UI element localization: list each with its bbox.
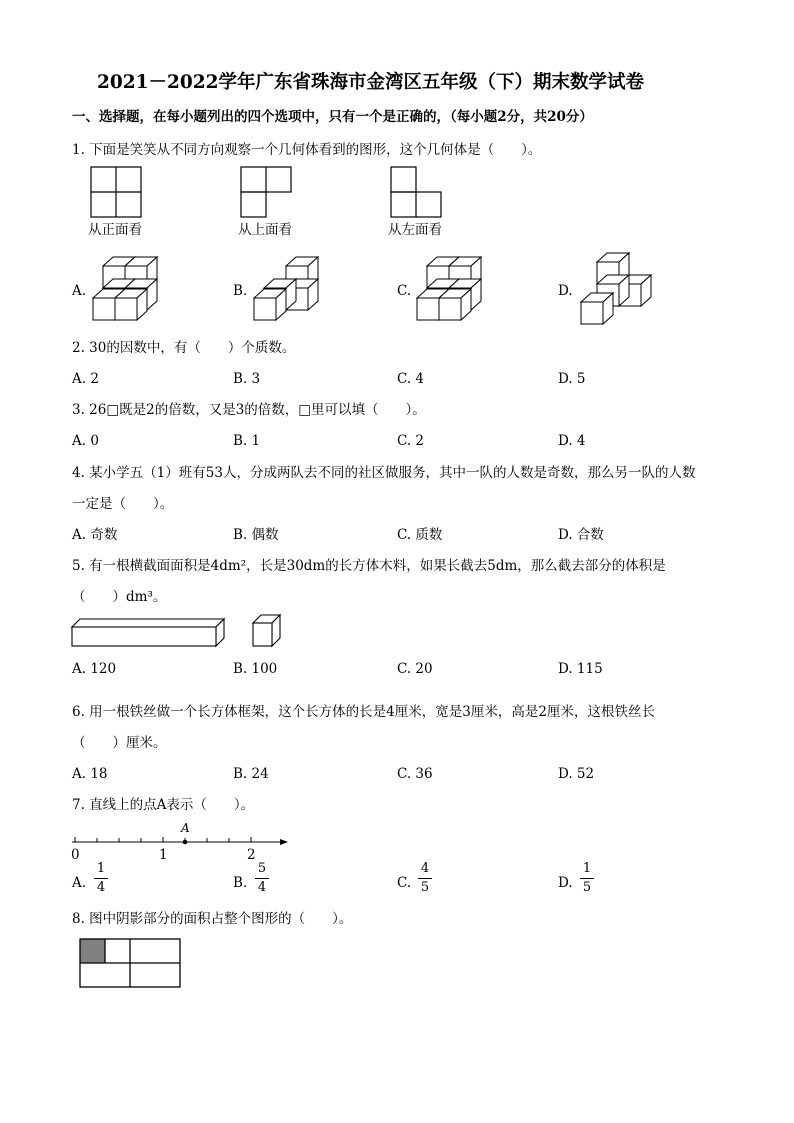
numerator: 1 — [582, 861, 592, 876]
tick-label-0: 0 — [71, 847, 80, 863]
q6-option-a: A. 18 — [72, 766, 108, 782]
numerator: 1 — [96, 861, 106, 876]
q5-option-a: A. 120 — [72, 661, 117, 677]
numerator: 4 — [420, 861, 430, 876]
q6-option-c: C. 36 — [397, 766, 433, 782]
q3-option-a: A. 0 — [72, 433, 99, 449]
q5-option-d: D. 115 — [558, 661, 603, 677]
page-title: 2021－2022学年广东省珠海市金湾区五年级（下）期末数学试卷 — [97, 72, 644, 93]
view-label-left: 从左面看 — [388, 222, 442, 238]
q1-option-b: B. — [233, 283, 248, 299]
q2-option-c: C. 4 — [397, 371, 425, 387]
view-label-front: 从正面看 — [88, 222, 142, 238]
tick-label-1: 1 — [159, 847, 168, 863]
q3-option-c: C. 2 — [397, 433, 425, 449]
question-7-stem: 7. 直线上的点A表示（ ）。 — [72, 797, 255, 813]
view-label-top: 从上面看 — [238, 222, 292, 238]
denominator: 5 — [582, 880, 592, 895]
q3-option-d: D. 4 — [558, 433, 586, 449]
question-1-stem: 1. 下面是笑笑从不同方向观察一个几何体看到的图形，这个几何体是（ ）。 — [72, 142, 542, 158]
q1-option-a: A. — [72, 283, 87, 299]
q7-option-d-label: D. — [558, 875, 573, 891]
point-a-label: A — [181, 821, 190, 835]
question-3-stem: 3. 26□既是2的倍数，又是3的倍数，□里可以填（ ）。 — [72, 402, 426, 418]
q6-option-b: B. 24 — [233, 766, 269, 782]
section-heading: 一、选择题，在每小题列出的四个选项中，只有一个是正确的，（每小题2分，共20分） — [72, 109, 593, 125]
question-2-stem: 2. 30的因数中，有（ ）个质数。 — [72, 340, 296, 356]
tick-label-2: 2 — [247, 847, 256, 863]
q4-option-d: D. 合数 — [558, 527, 604, 543]
q7-option-c-label: C. — [397, 875, 412, 891]
numerator: 5 — [257, 861, 267, 876]
question-6-stem-line1: 6. 用一根铁丝做一个长方体框架，这个长方体的长是4厘米，宽是3厘米，高是2厘米，这根铁丝长 — [72, 704, 655, 720]
question-5-stem-line2: （ ）dm³。 — [72, 589, 167, 605]
q4-option-a: A. 奇数 — [72, 527, 118, 543]
question-6-stem-line2: （ ）厘米。 — [72, 735, 167, 751]
shaded-part — [80, 939, 105, 963]
denominator: 4 — [96, 880, 106, 895]
q2-option-d: D. 5 — [558, 371, 586, 387]
q4-option-b: B. 偶数 — [233, 527, 279, 543]
q2-option-b: B. 3 — [233, 371, 261, 387]
q2-option-a: A. 2 — [72, 371, 99, 387]
q1-option-c: C. — [397, 283, 412, 299]
question-5-stem-line1: 5. 有一根横截面面积是4dm²，长是30dm的长方体木料，如果长截去5dm，那么截去部分的体积是 — [72, 558, 666, 574]
question-8-stem: 8. 图中阴影部分的面积占整个图形的（ ）。 — [72, 911, 353, 927]
q3-option-b: B. 1 — [233, 433, 261, 449]
q6-option-d: D. 52 — [558, 766, 595, 782]
q5-option-b: B. 100 — [233, 661, 278, 677]
q1-option-d: D. — [558, 283, 573, 299]
q4-option-c: C. 质数 — [397, 527, 443, 543]
question-4-stem-line1: 4. 某小学五（1）班有53人，分成两队去不同的社区做服务，其中一队的人数是奇数，那么另一队的人数 — [72, 465, 696, 481]
q7-option-b-label: B. — [233, 875, 248, 891]
q7-option-a-label: A. — [72, 875, 87, 891]
q5-option-c: C. 20 — [397, 661, 433, 677]
question-4-stem-line2: 一定是（ ）。 — [72, 496, 174, 512]
denominator: 5 — [420, 880, 430, 895]
denominator: 4 — [257, 880, 267, 895]
